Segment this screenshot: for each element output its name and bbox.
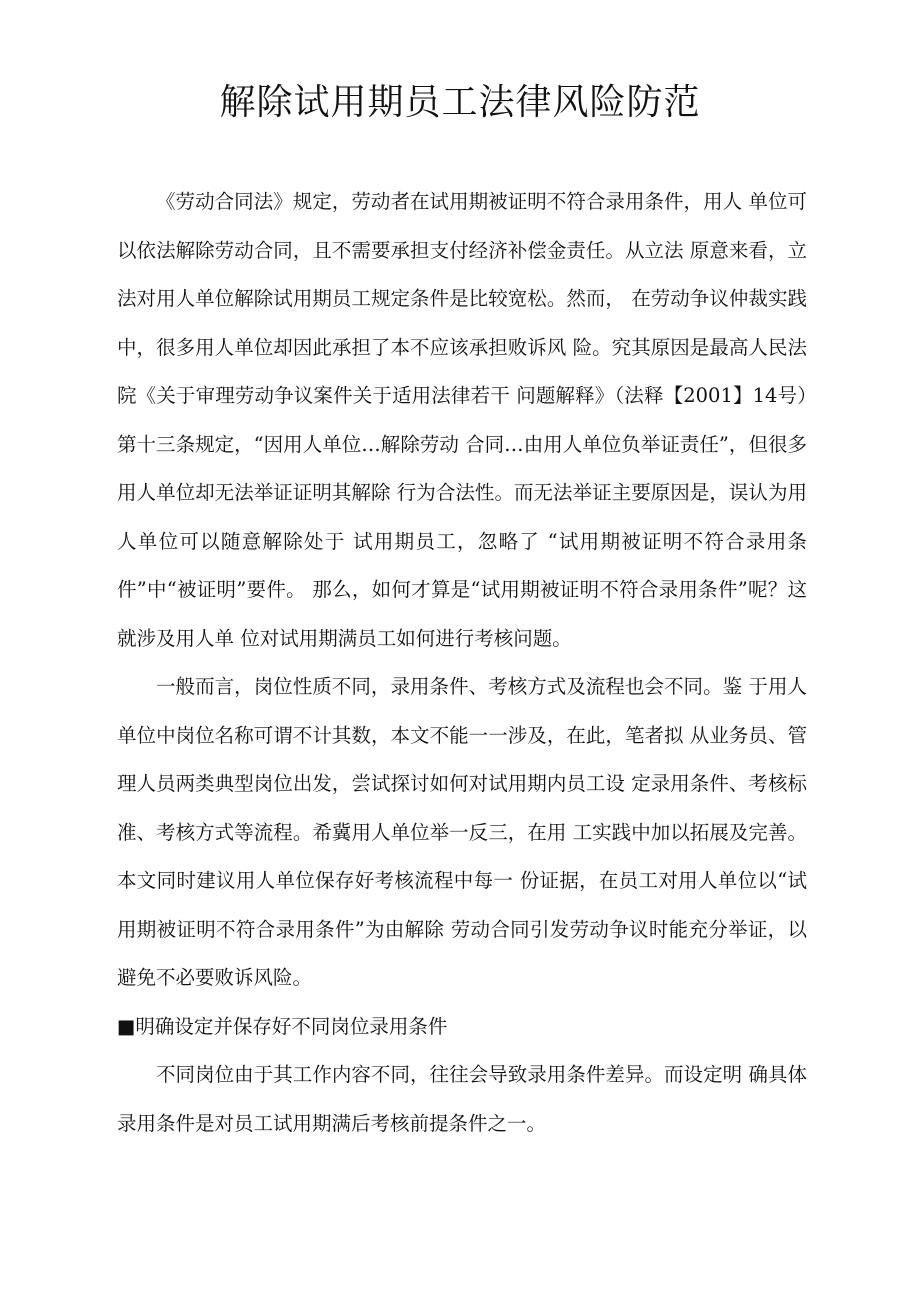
paragraph-1: 《劳动合同法》规定，劳动者在试用期被证明不符合录用条件，用人 单位可以依法解除劳动合同，且不需要承担支付经济补偿金责任。从立法 原意来看，立法对用人单位解除试用期员工规定条件是比较宽松。然而， 在劳动争议仲裁实践中，很多用人单位却因此承担了本不应该承担败诉风 险。究其原因是最高人民法院《关于审理劳动争议案件关于适用法律若干 问题解释》（法释【2001】14号）第十三条规定，“因用人单位…解除劳动 合同…由用人单位负举证责任”，但很多用人单位却无法举证证明其解除 行为合法性。而无法举证主要原因是，误认为用人单位可以随意解除处于 试用期员工，忽略了 “试用期被证明不符合录用条件”中“被证明”要件。 那么，如何才算是“试用期被证明不符合录用条件”呢？这就涉及用人单 位对试用期满员工如何进行考核问题。 — [117, 190, 807, 650]
document-body — [117, 178, 807, 1148]
section-paragraph-1: 不同岗位由于其工作内容不同，往往会导致录用条件差异。而设定明 确具体录用条件是对员工试用期满后考核前提条件之一。 — [117, 1063, 807, 1135]
section-heading: ■明确设定并保存好不同岗位录用条件 — [117, 1014, 448, 1038]
paragraph-2: 一般而言，岗位性质不同，录用条件、考核方式及流程也会不同。鉴 于用人单位中岗位名称可谓不计其数，本文不能一一涉及，在此，笔者拟 从业务员、管理人员两类典型岗位出发，尝试探讨如何对试用期内员工设 定录用条件、考核标准、考核方式等流程。希冀用人单位举一反三，在用 工实践中加以拓展及完善。本文同时建议用人单位保存好考核流程中每一 份证据，在员工对用人单位以“试用期被证明不符合录用条件”为由解除 劳动合同引发劳动争议时能充分举证，以避免不必要败诉风险。 — [117, 675, 807, 989]
document-title: 解除试用期员工法律风险防范 — [219, 82, 701, 123]
